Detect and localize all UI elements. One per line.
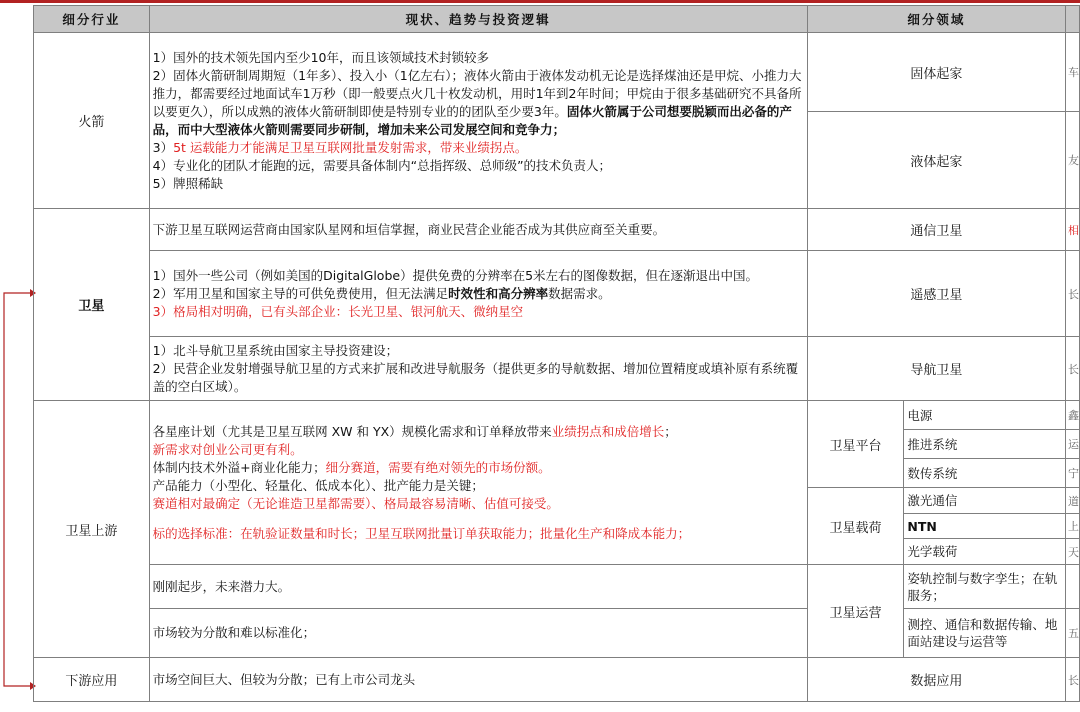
- industry-satellite: 卫星: [34, 209, 150, 401]
- nav-point-1: 1）北斗导航卫星系统由国家主导投资建设；: [152, 342, 399, 358]
- platform-item: 数传系统: [904, 459, 1066, 488]
- clipped-cell: [1065, 565, 1079, 609]
- clipped-cell: 鑫: [1065, 401, 1079, 430]
- rocket-point-3: 3）5t 运载能力才能满足卫星互联网批量发射需求，带来业绩拐点。: [152, 139, 528, 155]
- nav-point-2: 2）民营企业发射增强导航卫星的方式来扩展和改进导航服务（提供更多的导航数据、增加位置精度或填补原有系统覆盖的空白区域）。: [152, 360, 799, 394]
- industry-analysis-table: [33, 5, 1080, 702]
- clipped-cell: 运: [1065, 430, 1079, 459]
- rs-sat-description: [149, 251, 807, 337]
- header-logic: 现状、趋势与投资逻辑: [149, 6, 807, 33]
- table-row: [34, 658, 1080, 702]
- industry-upstream: 卫星上游: [34, 401, 150, 658]
- upstream-line-4: 产品能力（小型化、轻量化、低成本化）、批产能力是关键；: [152, 477, 484, 493]
- ops-item: 姿轨控制与数字孪生；在轨服务；: [904, 565, 1066, 609]
- rs-point-3: 3）格局相对明确，已有头部企业：长光卫星、银河航天、微纳星空: [152, 303, 524, 319]
- table-row: [34, 33, 1080, 112]
- ops-description-1: 刚刚起步，未来潜力大。: [149, 565, 807, 609]
- upstream-line-2: 新需求对创业公司更有利。: [152, 441, 303, 457]
- downstream-description: 市场空间巨大、但较为分散；已有上市公司龙头: [149, 658, 807, 702]
- clipped-cell: 车: [1065, 33, 1079, 112]
- upstream-description: [149, 401, 807, 565]
- field-comm-satellite: 通信卫星: [807, 209, 1065, 251]
- field-nav-satellite: 导航卫星: [807, 337, 1065, 401]
- field-payload: 卫星载荷: [807, 488, 904, 565]
- payload-item: NTN: [904, 514, 1066, 539]
- header-field: 细分领域: [807, 6, 1065, 33]
- payload-item: 光学载荷: [904, 539, 1066, 565]
- upstream-line-1: 各星座计划（尤其是卫星互联网 XW 和 YX）规模化需求和订单释放带来业绩拐点和成倍增长；: [152, 423, 677, 439]
- table-row: [34, 401, 1080, 430]
- field-liquid-rocket: 液体起家: [807, 112, 1065, 209]
- payload-item: 激光通信: [904, 488, 1066, 514]
- upstream-line-3: 体制内技术外溢+商业化能力；细分赛道，需要有绝对领先的市场份额。: [152, 459, 551, 475]
- field-platform: 卫星平台: [807, 401, 904, 488]
- rocket-point-5: 5）牌照稀缺: [152, 175, 224, 191]
- rocket-point-2: 2）固体火箭研制周期短（1年多）、投入小（1亿左右）；液体火箭由于液体发动机无论是选择煤油还是甲烷、小推力大推力，都需要经过地面试车1万秒（即一般要点火几十枚发动机，用时1年到2年时间；甲烷由于很多基础研究不具备所以要更久），所以成熟的液体火箭研制即使是特别专业的的团队至少要3年。固体火箭属于公司想要脱颖而出必备的产品，而中大型液体火箭则需要同步研制，增加未来公司发展空间和竞争力；: [152, 67, 802, 137]
- nav-sat-description: [149, 337, 807, 401]
- rs-point-2: 2）军用卫星和国家主导的可供免费使用，但无法满足时效性和高分辨率数据需求。: [152, 285, 611, 301]
- field-operations: 卫星运营: [807, 565, 904, 658]
- comm-sat-description: 下游卫星互联网运营商由国家队星网和垣信掌握，商业民营企业能否成为其供应商至关重要。: [149, 209, 807, 251]
- header-industry: 细分行业: [34, 6, 150, 33]
- clipped-cell: 相: [1065, 209, 1079, 251]
- clipped-cell: 天: [1065, 539, 1079, 565]
- top-accent-line: [0, 0, 1080, 3]
- platform-item: 电源: [904, 401, 1066, 430]
- upstream-line-6: 标的选择标准：在轨验证数量和时长；卫星互联网批量订单获取能力；批量化生产和降成本能力；: [152, 525, 691, 541]
- ops-item: 测控、通信和数据传输、地面站建设与运营等: [904, 609, 1066, 658]
- table-row: [34, 609, 1080, 658]
- table-row: [34, 209, 1080, 251]
- clipped-cell: 上: [1065, 514, 1079, 539]
- field-data-application: 数据应用: [807, 658, 1065, 702]
- industry-rocket: 火箭: [34, 33, 150, 209]
- clipped-cell: 长: [1065, 251, 1079, 337]
- clipped-cell: 长: [1065, 658, 1079, 702]
- ops-description-2: 市场较为分散和难以标准化；: [149, 609, 807, 658]
- platform-item: 推进系统: [904, 430, 1066, 459]
- clipped-cell: 道: [1065, 488, 1079, 514]
- industry-downstream: 下游应用: [34, 658, 150, 702]
- table-header-row: [34, 6, 1080, 33]
- table-row: [34, 337, 1080, 401]
- rocket-description: [149, 33, 807, 209]
- rocket-point-1: 1）国外的技术领先国内至少10年，而且该领域技术封锁较多: [152, 49, 490, 65]
- field-rs-satellite: 遥感卫星: [807, 251, 1065, 337]
- rocket-point-4: 4）专业化的团队才能跑的远，需要具备体制内“总指挥级、总师级”的技术负责人；: [152, 157, 612, 173]
- table-row: [34, 565, 1080, 609]
- clipped-cell: 宁: [1065, 459, 1079, 488]
- table-row: [34, 251, 1080, 337]
- clipped-cell: 五: [1065, 609, 1079, 658]
- upstream-line-5: 赛道相对最确定（无论谁造卫星都需要）、格局最容易清晰、估值可接受。: [152, 495, 559, 511]
- clipped-cell: 长: [1065, 337, 1079, 401]
- rs-point-1: 1）国外一些公司（例如美国的DigitalGlobe）提供免费的分辨率在5米左右的图像数据，但在逐渐退出中国。: [152, 267, 759, 283]
- clipped-cell: 友: [1065, 112, 1079, 209]
- field-solid-rocket: 固体起家: [807, 33, 1065, 112]
